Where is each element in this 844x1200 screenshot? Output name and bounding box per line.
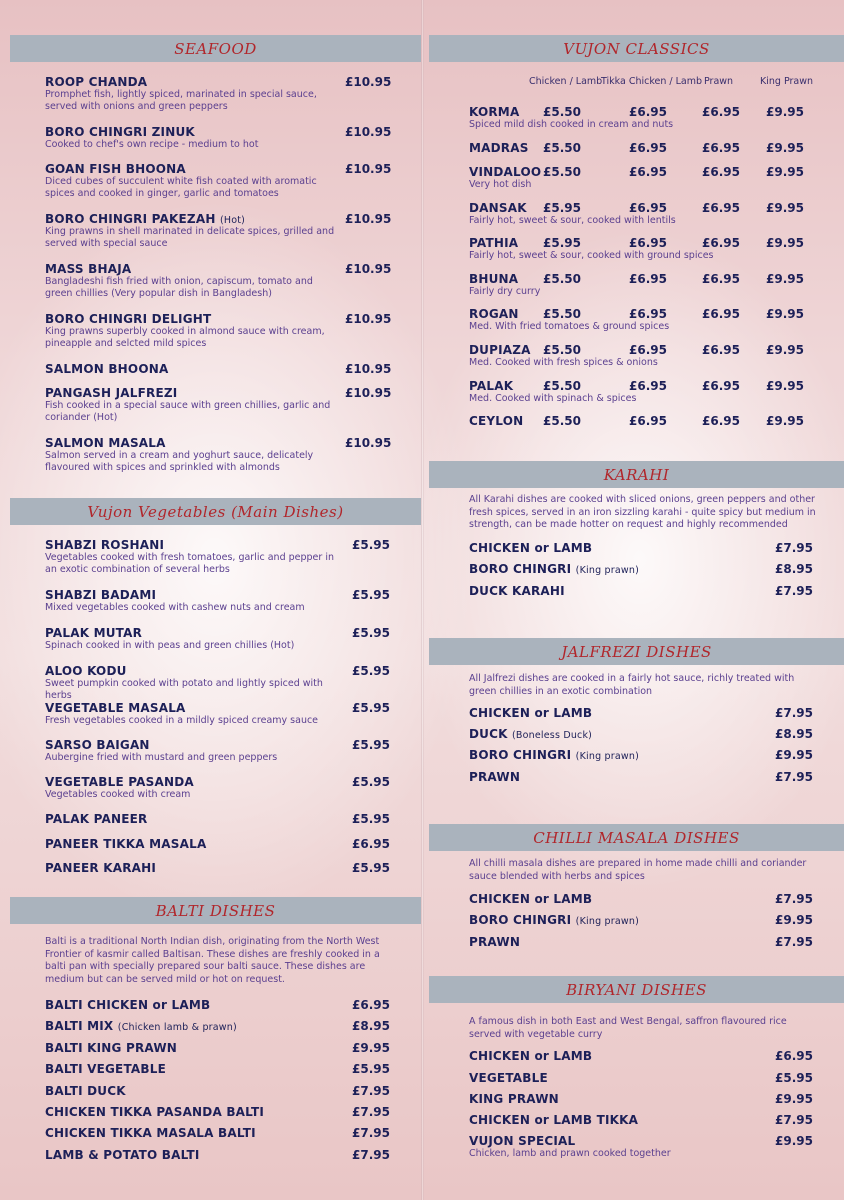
item-price: £6.95 bbox=[629, 201, 667, 215]
item-name: ROOP CHANDA bbox=[45, 75, 148, 89]
karahi-intro: All Karahi dishes are cooked with sliced onions, green peppers and other fresh spices, served in an iron sizzling karahi - quite spicy but medium in strength, can be made hotter on request and highly recommended bbox=[469, 494, 816, 530]
menu-item-name: PRAWN bbox=[469, 935, 521, 949]
menu-item bbox=[45, 125, 335, 151]
item-desc: Spiced mild dish cooked in cream and nuts bbox=[469, 119, 674, 130]
menu-item bbox=[469, 1134, 671, 1160]
item-name: BHUNA bbox=[469, 272, 519, 286]
item-name: SHABZI BADAMI bbox=[45, 588, 157, 602]
item-desc: Vegetables cooked with cream bbox=[45, 789, 191, 800]
chilli-header bbox=[429, 824, 844, 851]
item-note: (King prawn) bbox=[575, 916, 639, 927]
seafood-header bbox=[10, 35, 421, 62]
item-price: £5.50 bbox=[543, 272, 581, 286]
item-name: SHABZI ROSHANI bbox=[45, 538, 165, 552]
item-price: £10.95 bbox=[345, 436, 392, 450]
item-price: £7.95 bbox=[775, 706, 813, 720]
item-price: £6.95 bbox=[702, 307, 740, 321]
item-price: £9.95 bbox=[775, 748, 813, 762]
menu-item-name bbox=[45, 1019, 237, 1033]
item-desc: Med. Cooked with fresh spices & onions bbox=[469, 357, 658, 368]
vegetables-title: Vujon Vegetables (Main Dishes) bbox=[87, 502, 344, 521]
item-price: £5.95 bbox=[352, 626, 390, 640]
menu-item bbox=[45, 837, 345, 851]
item-name: BORO CHINGRI ZINUK bbox=[45, 125, 195, 139]
item-name: BALTI MIX bbox=[45, 1019, 114, 1033]
item-price: £10.95 bbox=[345, 75, 392, 89]
item-name: VEGETABLE MASALA bbox=[45, 701, 186, 715]
item-note: (Boneless Duck) bbox=[512, 730, 593, 741]
item-price: £7.95 bbox=[352, 1105, 390, 1119]
menu-item-name: BALTI VEGETABLE bbox=[45, 1062, 166, 1076]
item-desc: Fish cooked in a special sauce with green chillies, garlic and coriander (Hot) bbox=[45, 400, 331, 423]
menu-item bbox=[45, 212, 335, 250]
menu-item bbox=[45, 861, 345, 875]
item-price: £5.95 bbox=[352, 812, 390, 826]
item-desc: Fairly dry curry bbox=[469, 286, 541, 297]
item-name: DUPIAZA bbox=[469, 343, 531, 357]
item-price: £9.95 bbox=[766, 105, 804, 119]
item-desc: Aubergine fried with mustard and green peppers bbox=[45, 752, 278, 763]
item-name: ROGAN bbox=[469, 307, 519, 321]
menu-item-name bbox=[469, 748, 639, 762]
item-desc: Very hot dish bbox=[469, 179, 532, 190]
item-note: (King prawn) bbox=[575, 751, 639, 762]
jalfrezi-header bbox=[429, 638, 844, 665]
item-price: £7.95 bbox=[352, 1126, 390, 1140]
item-price: £5.95 bbox=[352, 588, 390, 602]
item-name: SALMON BHOONA bbox=[45, 362, 169, 376]
item-price: £9.95 bbox=[766, 272, 804, 286]
karahi-header bbox=[429, 461, 844, 488]
menu-item-name: KING PRAWN bbox=[469, 1092, 559, 1106]
item-price: £6.95 bbox=[629, 141, 667, 155]
item-price: £6.95 bbox=[702, 343, 740, 357]
item-name: VUJON SPECIAL bbox=[469, 1134, 576, 1148]
item-name: PANEER KARAHI bbox=[45, 861, 157, 875]
biryani-header bbox=[429, 976, 844, 1003]
menu-item bbox=[45, 538, 345, 576]
item-price: £5.95 bbox=[352, 538, 390, 552]
classics-header bbox=[429, 35, 844, 62]
menu-item bbox=[45, 812, 345, 826]
item-name: DANSAK bbox=[469, 201, 527, 215]
item-note: (Chicken lamb & prawn) bbox=[117, 1022, 237, 1033]
menu-item bbox=[45, 362, 335, 376]
item-price: £5.95 bbox=[543, 201, 581, 215]
menu-item bbox=[45, 162, 335, 200]
item-price: £7.95 bbox=[352, 1084, 390, 1098]
menu-item-name: CHICKEN or LAMB bbox=[469, 541, 593, 555]
item-name: SALMON MASALA bbox=[45, 436, 166, 450]
item-price: £10.95 bbox=[345, 125, 392, 139]
item-price: £10.95 bbox=[345, 312, 392, 326]
item-name: VEGETABLE PASANDA bbox=[45, 775, 194, 789]
column-header: Tikka Chicken / Lamb bbox=[601, 76, 703, 87]
menu-item-name bbox=[469, 727, 592, 741]
item-price: £10.95 bbox=[345, 162, 392, 176]
seafood-title: SEAFOOD bbox=[174, 39, 257, 58]
item-name: BORO CHINGRI PAKEZAH bbox=[45, 212, 216, 226]
chilli-title: CHILLI MASALA DISHES bbox=[533, 828, 740, 847]
item-desc: Cooked to chef's own recipe - medium to hot bbox=[45, 139, 259, 150]
item-desc: King prawns superbly cooked in almond sauce with cream, pineapple and selcted mild spices bbox=[45, 326, 325, 349]
balti-header bbox=[10, 897, 421, 924]
item-price: £7.95 bbox=[352, 1148, 390, 1162]
item-price: £6.95 bbox=[629, 236, 667, 250]
item-price: £9.95 bbox=[775, 1092, 813, 1106]
item-name: VINDALOO bbox=[469, 165, 542, 179]
item-price: £6.95 bbox=[629, 272, 667, 286]
item-name: CEYLON bbox=[469, 414, 524, 428]
item-name: BORO CHINGRI bbox=[469, 748, 572, 762]
item-price: £7.95 bbox=[775, 770, 813, 784]
jalfrezi-intro: All Jalfrezi dishes are cooked in a fairly hot sauce, richly treated with green chillies in an exotic combination bbox=[469, 673, 795, 697]
item-price: £5.95 bbox=[352, 775, 390, 789]
item-name: PATHIA bbox=[469, 236, 519, 250]
item-price: £9.95 bbox=[775, 913, 813, 927]
item-price: £9.95 bbox=[775, 1134, 813, 1148]
item-name: SARSO BAIGAN bbox=[45, 738, 150, 752]
item-price: £6.95 bbox=[629, 414, 667, 428]
item-desc: Spinach cooked in with peas and green chillies (Hot) bbox=[45, 640, 295, 651]
item-price: £7.95 bbox=[775, 1113, 813, 1127]
item-price: £6.95 bbox=[352, 998, 390, 1012]
item-desc: Mixed vegetables cooked with cashew nuts and cream bbox=[45, 602, 305, 613]
item-price: £6.95 bbox=[629, 343, 667, 357]
chilli-intro: All chilli masala dishes are prepared in home made chilli and coriander sauce blended with herbs and spices bbox=[469, 858, 807, 882]
item-note: (King prawn) bbox=[575, 565, 639, 576]
item-price: £9.95 bbox=[766, 414, 804, 428]
item-price: £6.95 bbox=[702, 165, 740, 179]
item-price: £9.95 bbox=[766, 141, 804, 155]
menu-item-name: CHICKEN or LAMB bbox=[469, 892, 593, 906]
item-name: BORO CHINGRI bbox=[469, 562, 572, 576]
item-name: ALOO KODU bbox=[45, 664, 127, 678]
item-price: £6.95 bbox=[702, 141, 740, 155]
menu-item-name bbox=[469, 562, 639, 576]
balti-title: BALTI DISHES bbox=[155, 901, 276, 920]
biryani-intro: A famous dish in both East and West Bengal, saffron flavoured rice served with vegetable curry bbox=[469, 1016, 787, 1040]
biryani-title: BIRYANI DISHES bbox=[566, 980, 707, 999]
item-price: £6.95 bbox=[629, 165, 667, 179]
item-price: £5.50 bbox=[543, 379, 581, 393]
item-price: £5.50 bbox=[543, 105, 581, 119]
item-price: £5.95 bbox=[775, 1071, 813, 1085]
item-price: £6.95 bbox=[775, 1049, 813, 1063]
balti-intro: Balti is a traditional North Indian dish, originating from the North West Frontier of kasmir called Baltisan. These dishes are freshly cooked in a balti pan with specially prepared sour balti sauce. These dishes are medium but can be served mild or hot on request. bbox=[45, 936, 380, 985]
menu-item bbox=[45, 664, 345, 702]
item-desc: King prawns in shell marinated in delicate spices, grilled and served with special sauce bbox=[45, 226, 335, 249]
classics-title: VUJON CLASSICS bbox=[563, 39, 710, 58]
menu-item-name: LAMB & POTATO BALTI bbox=[45, 1148, 200, 1162]
item-price: £6.95 bbox=[702, 379, 740, 393]
menu-item-name: BALTI KING PRAWN bbox=[45, 1041, 178, 1055]
menu-item-name: DUCK KARAHI bbox=[469, 584, 565, 598]
item-price: £6.95 bbox=[702, 272, 740, 286]
item-name: PALAK MUTAR bbox=[45, 626, 143, 640]
item-price: £5.95 bbox=[352, 701, 390, 715]
item-price: £6.95 bbox=[702, 414, 740, 428]
menu-item bbox=[45, 588, 345, 614]
item-name: BORO CHINGRI bbox=[469, 913, 572, 927]
menu-item bbox=[45, 626, 345, 652]
item-name: PALAK PANEER bbox=[45, 812, 148, 826]
item-price: £6.95 bbox=[629, 379, 667, 393]
item-price: £9.95 bbox=[766, 307, 804, 321]
menu-item bbox=[45, 312, 335, 350]
item-price: £10.95 bbox=[345, 212, 392, 226]
item-price: £9.95 bbox=[766, 201, 804, 215]
item-name: PANGASH JALFREZI bbox=[45, 386, 178, 400]
item-price: £10.95 bbox=[345, 262, 392, 276]
menu-item-name: CHICKEN TIKKA PASANDA BALTI bbox=[45, 1105, 265, 1119]
item-price: £6.95 bbox=[702, 236, 740, 250]
item-price: £9.95 bbox=[766, 379, 804, 393]
item-desc: Sweet pumpkin cooked with potato and lightly spiced with herbs bbox=[45, 678, 323, 701]
menu-item-name: BALTI DUCK bbox=[45, 1084, 126, 1098]
menu-item bbox=[45, 775, 345, 801]
menu-item bbox=[45, 436, 335, 474]
item-note: (Hot) bbox=[219, 215, 246, 226]
item-desc: Vegetables cooked with fresh tomatoes, garlic and pepper in an exotic combination of several herbs bbox=[45, 552, 334, 575]
item-price: £7.95 bbox=[775, 935, 813, 949]
item-desc: Med. Cooked with spinach & spices bbox=[469, 393, 637, 404]
item-price: £5.95 bbox=[352, 861, 390, 875]
column-header: Prawn bbox=[704, 76, 734, 87]
menu-item-name: VEGETABLE bbox=[469, 1071, 548, 1085]
item-desc: Chicken, lamb and prawn cooked together bbox=[469, 1148, 671, 1159]
item-price: £5.95 bbox=[352, 738, 390, 752]
item-price: £5.50 bbox=[543, 307, 581, 321]
karahi-title: KARAHI bbox=[603, 465, 670, 484]
item-name: PALAK bbox=[469, 379, 514, 393]
item-desc: Fairly hot, sweet & sour, cooked with lentils bbox=[469, 215, 676, 226]
item-name: GOAN FISH BHOONA bbox=[45, 162, 186, 176]
item-price: £5.50 bbox=[543, 343, 581, 357]
item-desc: Med. With fried tomatoes & ground spices bbox=[469, 321, 670, 332]
item-name: PANEER TIKKA MASALA bbox=[45, 837, 207, 851]
menu-item bbox=[45, 386, 335, 424]
item-price: £6.95 bbox=[629, 105, 667, 119]
item-price: £5.95 bbox=[352, 1062, 390, 1076]
menu-item-name: BALTI CHICKEN or LAMB bbox=[45, 998, 211, 1012]
menu-item-name: CHICKEN or LAMB TIKKA bbox=[469, 1113, 639, 1127]
item-desc: Promphet fish, lightly spiced, marinated in special sauce, served with onions and green peppers bbox=[45, 89, 317, 112]
item-price: £7.95 bbox=[775, 584, 813, 598]
item-name: BORO CHINGRI DELIGHT bbox=[45, 312, 212, 326]
item-name: MADRAS bbox=[469, 141, 529, 155]
item-price: £5.95 bbox=[543, 236, 581, 250]
item-desc: Fairly hot, sweet & sour, cooked with ground spices bbox=[469, 250, 714, 261]
menu-item bbox=[45, 738, 345, 764]
jalfrezi-title: JALFREZI DISHES bbox=[561, 642, 712, 661]
item-price: £6.95 bbox=[629, 307, 667, 321]
menu-item-name bbox=[469, 913, 639, 927]
item-price: £9.95 bbox=[352, 1041, 390, 1055]
item-price: £5.50 bbox=[543, 414, 581, 428]
vegetables-header bbox=[10, 498, 421, 525]
item-name: KORMA bbox=[469, 105, 520, 119]
item-price: £10.95 bbox=[345, 362, 392, 376]
item-price: £8.95 bbox=[352, 1019, 390, 1033]
column-header: King Prawn bbox=[760, 76, 814, 87]
item-price: £6.95 bbox=[702, 201, 740, 215]
menu-item-name: CHICKEN or LAMB bbox=[469, 706, 593, 720]
menu-item-name: PRAWN bbox=[469, 770, 521, 784]
menu-item bbox=[45, 262, 335, 300]
item-price: £6.95 bbox=[352, 837, 390, 851]
item-price: £7.95 bbox=[775, 541, 813, 555]
item-price: £6.95 bbox=[702, 105, 740, 119]
column-header: Chicken / Lamb bbox=[529, 76, 603, 87]
page-fold bbox=[421, 0, 424, 1200]
item-name: MASS BHAJA bbox=[45, 262, 132, 276]
menu-item-name: CHICKEN or LAMB bbox=[469, 1049, 593, 1063]
item-price: £8.95 bbox=[775, 562, 813, 576]
item-desc: Salmon served in a cream and yoghurt sauce, delicately flavoured with spices and sprinkled with almonds bbox=[45, 450, 314, 473]
item-price: £5.95 bbox=[352, 664, 390, 678]
menu-item bbox=[45, 701, 345, 727]
item-price: £8.95 bbox=[775, 727, 813, 741]
item-name: DUCK bbox=[469, 727, 508, 741]
item-price: £9.95 bbox=[766, 236, 804, 250]
item-desc: Bangladeshi fish fried with onion, capiscum, tomato and green chillies (Very popular dish in Bangladesh) bbox=[45, 276, 313, 299]
item-price: £9.95 bbox=[766, 165, 804, 179]
item-price: £5.50 bbox=[543, 165, 581, 179]
item-price: £7.95 bbox=[775, 892, 813, 906]
item-price: £5.50 bbox=[543, 141, 581, 155]
menu-item bbox=[45, 75, 335, 113]
item-price: £9.95 bbox=[766, 343, 804, 357]
item-desc: Diced cubes of succulent white fish coated with aromatic spices and cooked in ginger, garlic and tomatoes bbox=[45, 176, 317, 199]
menu-item-name: CHICKEN TIKKA MASALA BALTI bbox=[45, 1126, 256, 1140]
item-price: £10.95 bbox=[345, 386, 392, 400]
item-desc: Fresh vegetables cooked in a mildly spiced creamy sauce bbox=[45, 715, 319, 726]
